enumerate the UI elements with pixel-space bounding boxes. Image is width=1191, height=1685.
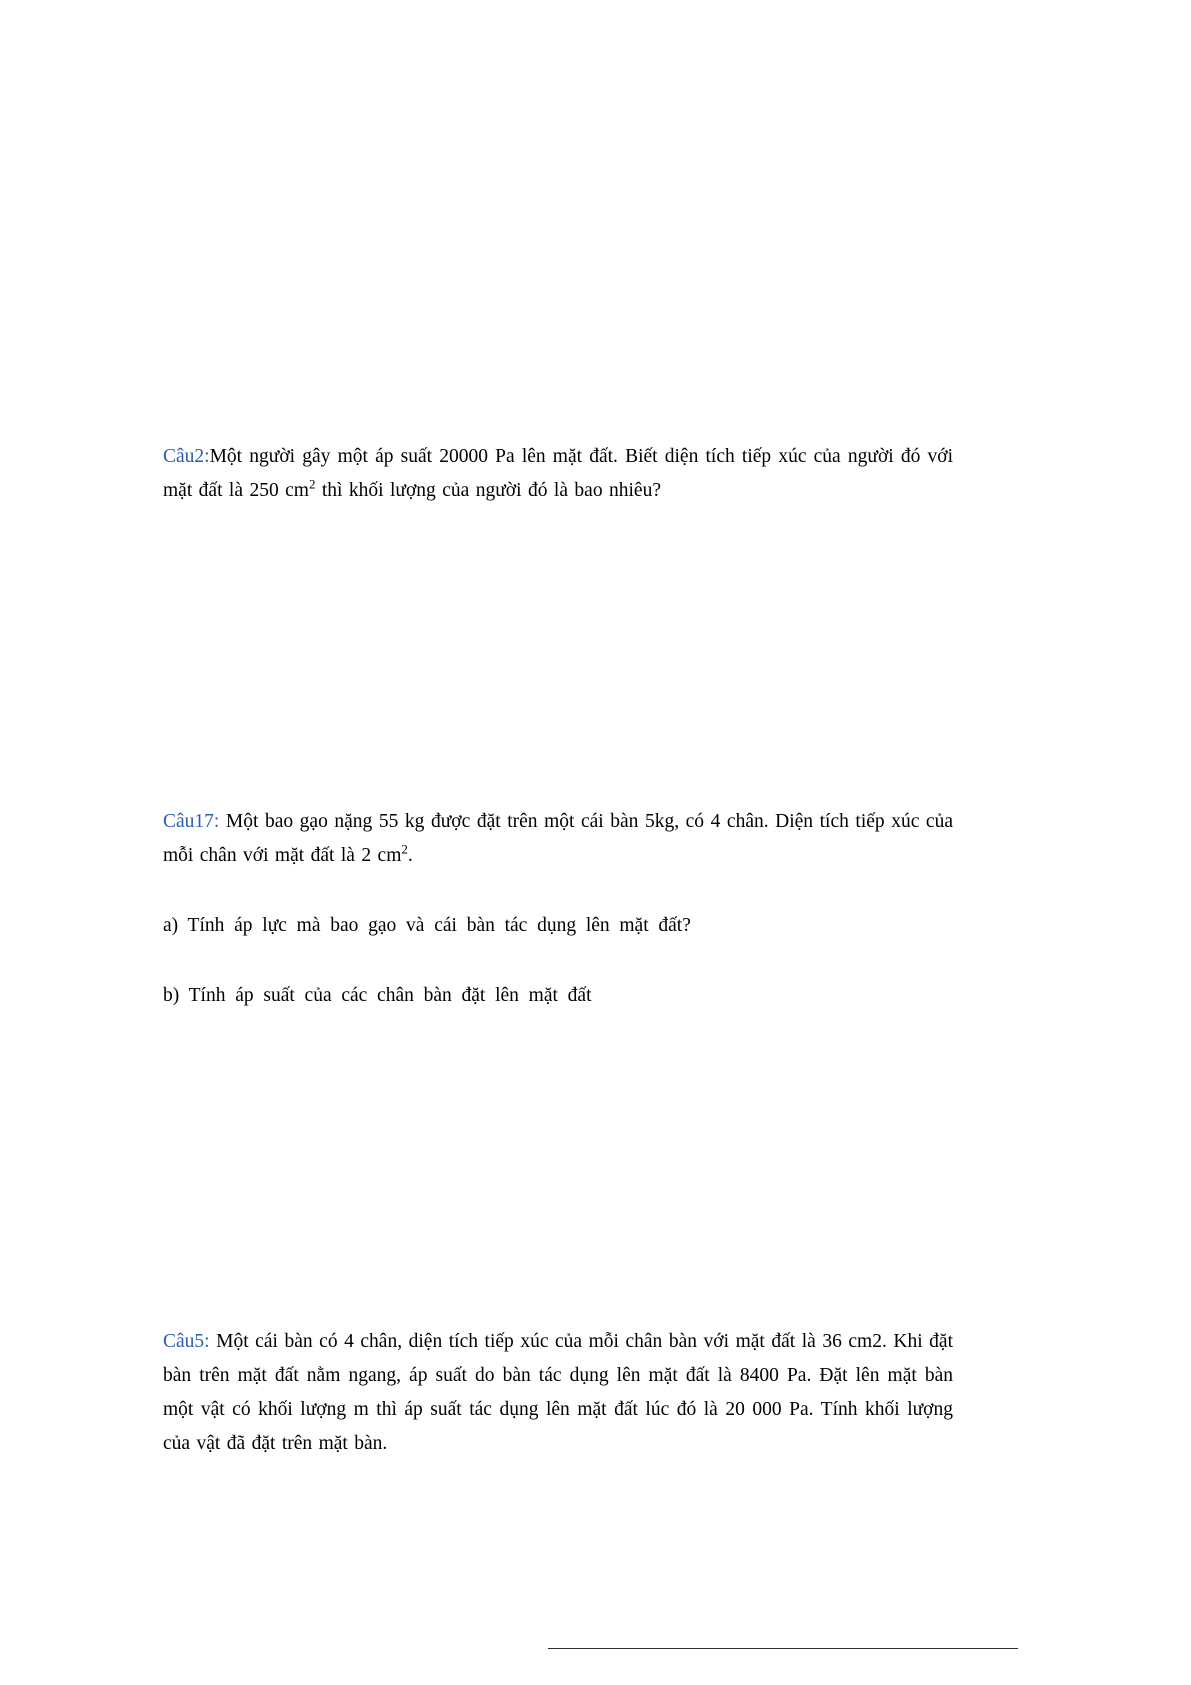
footer-divider [548, 1648, 1018, 1649]
question-cau17-superscript: 2 [401, 841, 408, 857]
question-cau2-label: Câu2: [163, 446, 210, 467]
question-cau5-paragraph [163, 1325, 953, 1461]
question-cau5-label: Câu5: [163, 1331, 210, 1352]
question-cau17-paragraph [163, 805, 953, 873]
question-block-cau5 [163, 1325, 953, 1461]
question-cau17-part-a: a) Tính áp lực mà bao gạo và cái bàn tác dụng lên mặt đất? [163, 915, 691, 936]
question-cau2-text-after: thì khối lượng của người đó là bao nhiêu? [315, 480, 661, 501]
question-cau5-text: Một cái bàn có 4 chân, diện tích tiếp xúc của mỗi chân bàn với mặt đất là 36 cm2. Khi đặt bàn trên mặt đất nằm ngang, áp suất do bàn tác dụng lên mặt đất là 8400 Pa. Đặt lên mặt bàn một vật có khối lượng m thì áp suất tác dụng lên mặt đất lúc đó là 20 000 Pa. Tính khối lượng của vật đã đặt trên mặt bàn. [163, 1331, 953, 1454]
question-block-cau17 [163, 805, 953, 1013]
question-cau2-superscript: 2 [308, 476, 316, 492]
question-block-cau2 [163, 440, 953, 508]
question-cau17-text: Một bao gạo nặng 55 kg được đặt trên một cái bàn 5kg, có 4 chân. Diện tích tiếp xúc của mỗi chân với mặt đất là 2 cm [163, 811, 953, 866]
question-cau17-part-b: b) Tính áp suất của các chân bàn đặt lên mặt đất [163, 985, 592, 1006]
question-cau17-label: Câu17: [163, 811, 220, 832]
question-cau2-text: Một người gây một áp suất 20000 Pa lên mặt đất. Biết diện tích tiếp xúc của người đó với mặt đất là 250 cm [163, 446, 953, 501]
question-cau2-paragraph [163, 440, 953, 508]
question-cau17-text-after: . [407, 845, 413, 866]
